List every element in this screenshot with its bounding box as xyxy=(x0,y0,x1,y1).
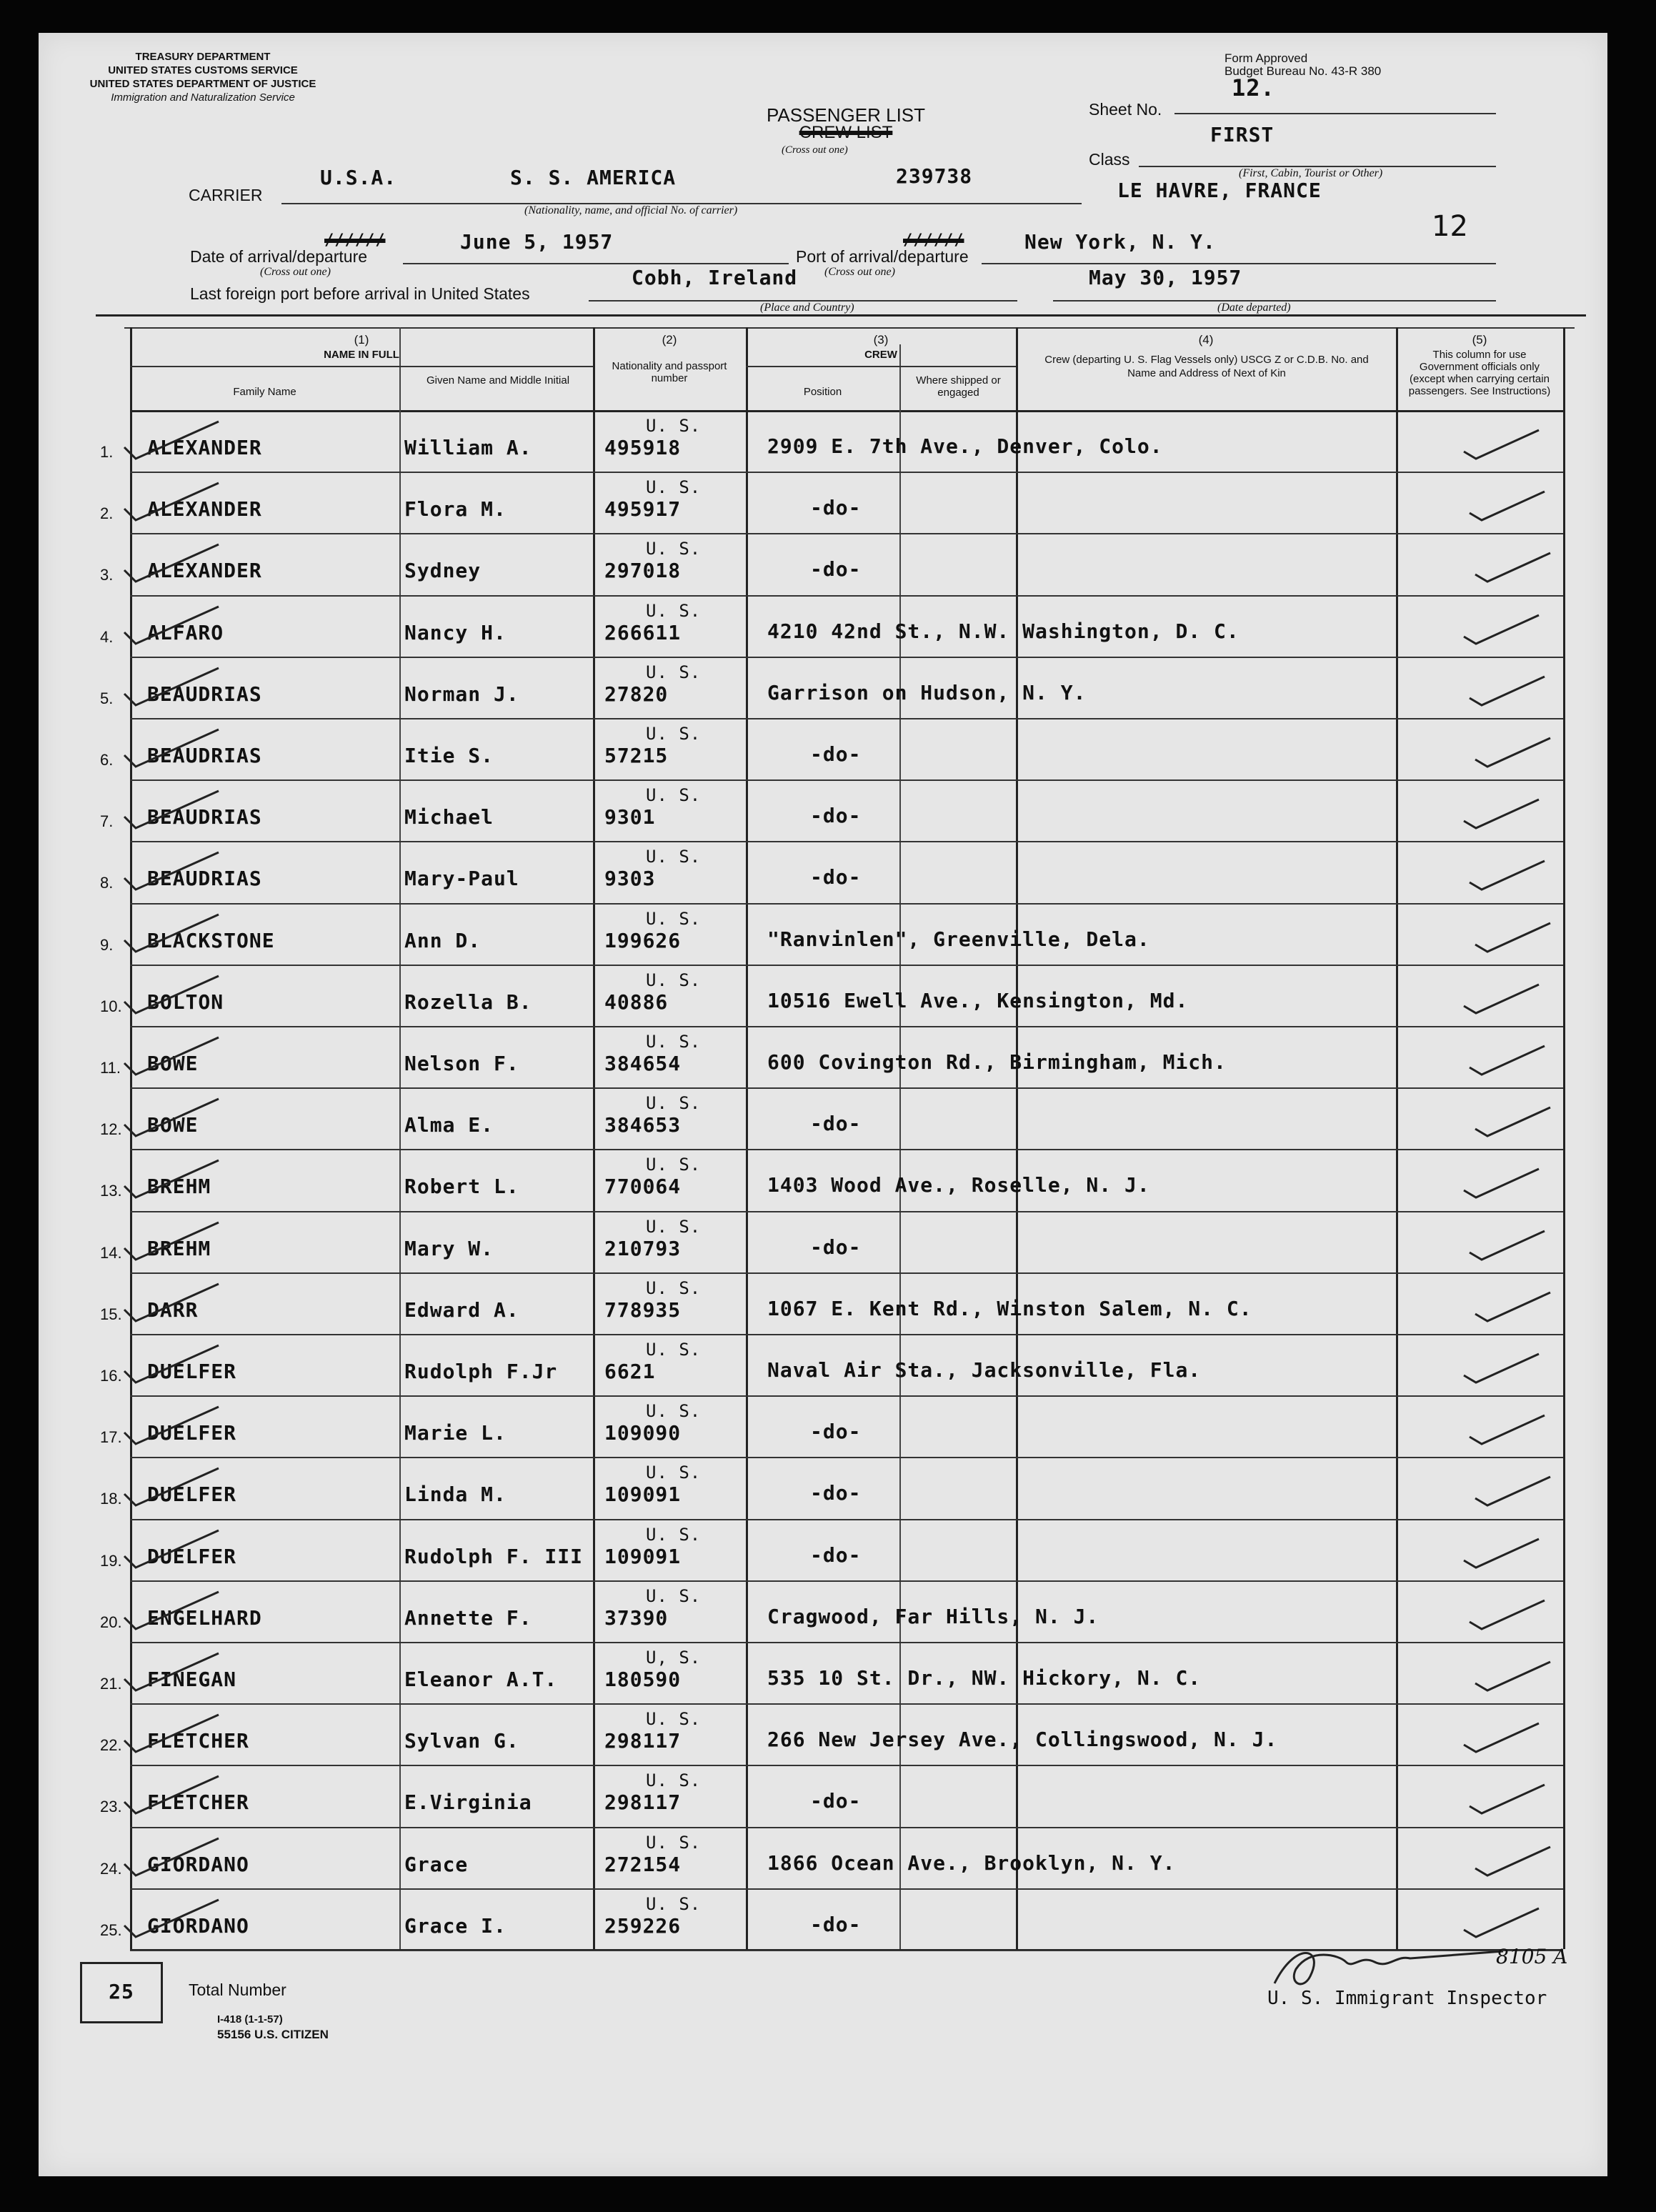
given-name: Robert L. xyxy=(404,1175,519,1199)
title-crew-list: CREW LIST xyxy=(799,123,893,142)
given-name: Alma E. xyxy=(404,1113,494,1137)
check-mark-icon xyxy=(1466,1042,1552,1077)
passport-number: 259226 xyxy=(604,1913,682,1938)
row-number: 7. xyxy=(100,812,114,831)
address: -do- xyxy=(810,1420,862,1444)
family-name: BREHM xyxy=(147,1175,211,1199)
margin-check-icon xyxy=(119,1465,226,1508)
given-name: Ann D. xyxy=(404,928,482,952)
row-divider xyxy=(130,903,1563,905)
col4-title: Crew (departing U. S. Flag Vessels only) USCG Z or C.D.B. No. and Name and Address of Next of Kin xyxy=(1044,354,1369,379)
passport-number: 40886 xyxy=(604,990,669,1014)
nationality: U. S. xyxy=(646,847,702,867)
passport-number: 57215 xyxy=(604,744,669,767)
total-value: 25 xyxy=(109,1980,134,2003)
given-name: Nancy H. xyxy=(404,620,507,644)
nationality: U. S. xyxy=(646,1340,702,1360)
col4-number: (4) xyxy=(1198,333,1214,347)
date-departed: May 30, 1957 xyxy=(1089,266,1242,289)
nationality: U. S. xyxy=(646,1277,702,1298)
margin-check-icon xyxy=(119,1528,226,1570)
form-approved: Form Approved xyxy=(1224,51,1308,65)
address: "Ranvinlen", Greenville, Dela. xyxy=(767,927,1150,951)
check-mark-icon xyxy=(1466,1596,1552,1632)
row-number: 11. xyxy=(100,1059,121,1077)
family-name: BEAUDRIAS xyxy=(147,682,262,706)
row-divider xyxy=(130,779,1563,781)
col3-number: (3) xyxy=(873,333,889,347)
margin-check-icon xyxy=(119,1773,226,1816)
passport-number: 6621 xyxy=(604,1360,656,1383)
check-mark-icon xyxy=(1460,795,1546,831)
margin-check-icon xyxy=(119,973,226,1016)
budget-bureau: Budget Bureau No. 43-R 380 xyxy=(1224,64,1382,78)
row-divider xyxy=(130,1395,1563,1397)
family-name: BEAUDRIAS xyxy=(147,867,262,891)
address: -do- xyxy=(810,1112,862,1136)
given-name: Marie L. xyxy=(404,1421,507,1445)
row-divider xyxy=(130,595,1563,597)
col-family-name: Family Name xyxy=(233,386,296,398)
cross-out-hint: (Cross out one) xyxy=(782,144,848,156)
nationality: U. S. xyxy=(646,1893,702,1914)
row-number: 4. xyxy=(100,627,114,646)
row-number: 17. xyxy=(100,1428,122,1447)
row-divider xyxy=(130,1827,1563,1828)
check-mark-icon xyxy=(1460,426,1546,462)
family-name: DARR xyxy=(147,1297,199,1322)
address: -do- xyxy=(810,1912,862,1936)
row-divider xyxy=(130,1149,1563,1150)
row-number: 1. xyxy=(100,443,114,461)
given-name: Mary W. xyxy=(404,1236,494,1260)
family-name: BEAUDRIAS xyxy=(147,744,262,767)
col1-number: (1) xyxy=(354,333,369,347)
margin-check-icon xyxy=(119,1897,226,1940)
family-name: ENGELHARD xyxy=(147,1605,262,1630)
row-number: 14. xyxy=(100,1243,122,1262)
row-divider xyxy=(130,1211,1563,1212)
port-label: Port of arrival/departure xyxy=(796,247,969,266)
margin-check-icon xyxy=(119,1589,226,1632)
sheet-label: Sheet No. xyxy=(1089,100,1162,119)
passport-number: 272154 xyxy=(604,1852,682,1876)
form-code: 55156 U.S. CITIZEN xyxy=(217,2028,329,2041)
family-name: ALFARO xyxy=(147,620,224,644)
margin-check-icon xyxy=(119,1220,226,1262)
margin-check-icon xyxy=(119,1835,226,1878)
given-name: Rozella B. xyxy=(404,990,532,1014)
row-number: 20. xyxy=(100,1613,122,1631)
nationality: U. S. xyxy=(646,908,702,929)
check-mark-icon xyxy=(1460,1350,1546,1385)
row-divider xyxy=(130,1272,1563,1274)
row-number: 3. xyxy=(100,566,114,584)
margin-check-icon xyxy=(119,665,226,708)
given-name: Sydney xyxy=(404,559,482,583)
class-hint: (First, Cabin, Tourist or Other) xyxy=(1239,167,1383,179)
given-name: Rudolph F.Jr xyxy=(404,1360,558,1383)
row-number: 24. xyxy=(100,1859,122,1878)
passport-number: 384653 xyxy=(604,1113,682,1137)
margin-check-icon xyxy=(119,542,226,584)
row-divider xyxy=(130,472,1563,473)
family-name: DUELFER xyxy=(147,1483,237,1507)
check-mark-icon xyxy=(1472,919,1557,955)
row-divider xyxy=(130,1765,1563,1766)
margin-check-icon xyxy=(119,788,226,831)
row-number: 5. xyxy=(100,689,114,707)
given-name: William A. xyxy=(404,436,532,459)
title-passenger-list: PASSENGER LIST xyxy=(766,104,926,126)
given-name: Grace I. xyxy=(404,1913,507,1938)
row-number: 22. xyxy=(100,1736,122,1755)
margin-check-icon xyxy=(119,419,226,462)
col-position: Position xyxy=(803,386,842,398)
address: Garrison on Hudson, N. Y. xyxy=(767,680,1087,704)
nationality: U. S. xyxy=(646,1770,702,1791)
row-divider xyxy=(130,657,1563,658)
family-name: ALEXANDER xyxy=(147,497,262,522)
family-name: FLETCHER xyxy=(147,1790,249,1815)
address: -do- xyxy=(810,804,862,828)
row-number: 9. xyxy=(100,935,114,954)
family-name: BOWE xyxy=(147,1113,199,1137)
signature-mark: 8105 A xyxy=(1496,1945,1568,1968)
check-mark-icon xyxy=(1460,1165,1546,1200)
inspector-label: U. S. Immigrant Inspector xyxy=(1267,1988,1547,2009)
row-number: 19. xyxy=(100,1551,122,1570)
carrier-official-no: 239738 xyxy=(896,164,973,188)
passport-number: 9303 xyxy=(604,867,656,891)
port-crossout-hint: (Cross out one) xyxy=(824,266,895,278)
class-label: Class xyxy=(1089,150,1130,169)
margin-check-icon xyxy=(119,1157,226,1200)
carrier-hint: (Nationality, name, and official No. of carrier) xyxy=(524,204,738,216)
passport-number: 180590 xyxy=(604,1668,682,1691)
date-label: Date of arrival/departure xyxy=(190,247,368,266)
passport-number: 199626 xyxy=(604,928,682,952)
passport-number: 37390 xyxy=(604,1605,669,1630)
row-divider xyxy=(130,1334,1563,1335)
check-mark-icon xyxy=(1466,1780,1552,1816)
row-divider xyxy=(130,1703,1563,1705)
given-name: Linda M. xyxy=(404,1483,507,1507)
col-shipped: Where shipped or engaged xyxy=(916,374,1001,399)
check-mark-icon xyxy=(1472,734,1557,769)
address: 10516 Ewell Ave., Kensington, Md. xyxy=(767,988,1189,1012)
margin-check-icon xyxy=(119,727,226,769)
row-divider xyxy=(130,1580,1563,1582)
row-divider xyxy=(130,965,1563,966)
passport-number: 210793 xyxy=(604,1236,682,1260)
row-divider xyxy=(130,533,1563,534)
col2-title: Nationality and passport number xyxy=(612,360,727,384)
nationality: U. S. xyxy=(646,416,702,436)
address: 600 Covington Rd., Birmingham, Mich. xyxy=(767,1050,1227,1074)
address: 2909 E. 7th Ave., Denver, Colo. xyxy=(767,434,1163,458)
passport-number: 770064 xyxy=(604,1175,682,1199)
nationality: U. S. xyxy=(646,477,702,498)
passport-number: 495917 xyxy=(604,497,682,522)
passport-number: 298117 xyxy=(604,1790,682,1815)
check-mark-icon xyxy=(1460,1535,1546,1570)
form-number: I-418 (1-1-57) xyxy=(217,2013,283,2026)
place-hint: (Place and Country) xyxy=(760,302,854,314)
passport-number: 778935 xyxy=(604,1297,682,1322)
family-name: BOLTON xyxy=(147,990,224,1014)
row-divider xyxy=(130,1457,1563,1458)
col2-number: (2) xyxy=(662,333,677,347)
address: 4210 42nd St., N.W. Washington, D. C. xyxy=(767,619,1239,643)
family-name: GIORDANO xyxy=(147,1852,249,1876)
given-name: Sylvan G. xyxy=(404,1729,519,1753)
passport-number: 266611 xyxy=(604,620,682,644)
address: -do- xyxy=(810,742,862,766)
passport-number: 109090 xyxy=(604,1421,682,1445)
margin-check-icon xyxy=(119,1035,226,1077)
family-name: BOWE xyxy=(147,1052,199,1075)
row-number: 18. xyxy=(100,1490,122,1508)
col3-title: CREW xyxy=(864,349,897,361)
margin-check-icon xyxy=(119,1712,226,1755)
row-number: 13. xyxy=(100,1182,122,1200)
check-mark-icon xyxy=(1466,1411,1552,1447)
passport-number: 495918 xyxy=(604,436,682,459)
check-mark-icon xyxy=(1472,1288,1557,1324)
check-mark-icon xyxy=(1460,611,1546,647)
row-number: 25. xyxy=(100,1920,122,1939)
carrier-vessel: S. S. AMERICA xyxy=(510,166,677,189)
row-number: 8. xyxy=(100,874,114,892)
family-name: DUELFER xyxy=(147,1360,237,1383)
address: -do- xyxy=(810,1543,862,1567)
family-name: DUELFER xyxy=(147,1421,237,1445)
address: -do- xyxy=(810,557,862,582)
nationality: U. S. xyxy=(646,1524,702,1545)
margin-check-icon xyxy=(119,1096,226,1139)
family-name: BLACKSTONE xyxy=(147,928,275,952)
nationality: U. S. xyxy=(646,1585,702,1606)
row-number: 6. xyxy=(100,751,114,769)
carrier-label: CARRIER xyxy=(189,186,263,204)
check-mark-icon xyxy=(1466,487,1552,523)
given-name: Eleanor A.T. xyxy=(404,1668,558,1691)
document-page: TREASURY DEPARTMENT UNITED STATES CUSTOMS SERVICE UNITED STATES DEPARTMENT OF JUSTICE Immigration and Naturalization Service Form Approved Budget Bureau No. 43-R 380 PASSENGER LIST CREW LIST (Cross out one) Sheet No. 12. Class FIRST (First, Cabin, Tourist or Other) CARRIER U.S.A. S. S. AMERICA 239738 (Nationality, name, and official No. of carrier) LE HAVRE, FRANCE 12 ////// Date of arrival/departure June 5, 1957 (Cross out one) ////// Port of arrival/departure New York, N. Y. (Cross out one) Last foreign port before arrival in United States Cobh, Ireland (Place and Country) May 30, 1957 (Date departed) (1) NAME IN FULL Family Name Given Name and Middle Initial (2) Nationality and passport number (3) CREW Position Where shipped or engaged (4) Crew (departing U. S. Flag Vessels only) USCG Z or C.D.B. No. and Name and Address of Next of Kin (5) This column for use Government officials only (except when carrying certain passengers. See Instructions) 1. ALEXANDER William A. U. S. 495918 2909 E. 7th Ave., Denver, Colo. 2. ALEXANDER Flora M. U. S. 495917 -do- 3. ALEXANDER Sydney U. S. 297018 -do- 4. ALFARO Nancy H. U. S. 266611 4210 42nd St., N.W. Washington, D. C. 5. BEAUDRIAS Norman J. U. S. 27820 Garrison on Hudson, N. Y. 6. BEAUDRIAS Itie S. U. S. 57215 -do- 7. BEAUDRIAS Michael U. S. 9301 -do- 8. BEAUDRIAS Mary-Paul U. S. 9303 -do- 9. BLACKSTONE Ann D. U. S. 199626 "Ranvinlen", Greenville, Dela. 10. BOLTON Rozella B. U. S. 40886 10516 Ewell Ave., Kensington, Md. 11. BOWE Nelson F. U. S. 384654 600 Covington Rd., Birmingham, Mich. 12. BOWE Alma E. U. S. 384653 -do- 13. BREHM Robert L. U. S. 770064 1403 Wood Ave., Roselle, N. J. 14. BREHM Mary W. U. S. 210793 -do- 15. DARR Edward A. U. S. 778935 1067 E. Kent Rd., Winston Salem, N. C. 16. DUELFER Rudolph F.Jr U. S. 6621 Naval Air Sta., Jacksonville, Fla. 17. DUELFER Marie L. U. S. 109090 -do- 18. DUELFER Linda M. U. S. 109091 -do- 19. DUELFER Rudolph F. III U. S. 109091 -do- 20. ENGELHARD Annette F. U. S. 37390 Cragwood, Far Hills, N. J. 21. FINEGAN Eleanor A.T. U, S. 180590 535 10 St. Dr., NW. Hickory, N. C. 22. FLETCHER Sylvan G. U. S. 298117 266 New Jersey Ave., Collingswood, N. J. 23. FLETCHER E.Virginia U. S. 298117 -do- 24. GIORDANO Grace U. S. 272154 1866 Ocean Ave., Brooklyn, N. Y. 25. GIORDANO Grace I. U. S. 259226 -do- 25 Total Number I-418 (1-1-57) 55156 U.S. CITIZEN 8105 A U. S. Immigrant Inspector xyxy=(39,33,1607,2176)
row-divider xyxy=(130,1026,1563,1027)
nationality: U. S. xyxy=(646,785,702,806)
margin-check-icon xyxy=(119,1404,226,1447)
row-divider xyxy=(130,841,1563,842)
given-name: Rudolph F. III xyxy=(404,1544,584,1568)
row-number: 2. xyxy=(100,504,114,523)
arrival-date: June 5, 1957 xyxy=(460,230,614,254)
address: -do- xyxy=(810,1789,862,1813)
stamped-number: 12 xyxy=(1432,210,1468,243)
given-name: Mary-Paul xyxy=(404,867,519,891)
carrier-nationality: U.S.A. xyxy=(320,166,397,189)
nationality: U, S. xyxy=(646,1648,702,1668)
given-name: Itie S. xyxy=(404,744,494,767)
date-crossout-hint: (Cross out one) xyxy=(260,266,331,278)
row-number: 16. xyxy=(100,1367,122,1385)
row-number: 12. xyxy=(100,1120,122,1139)
family-name: BREHM xyxy=(147,1236,211,1260)
address: Cragwood, Far Hills, N. J. xyxy=(767,1604,1099,1628)
passport-number: 384654 xyxy=(604,1052,682,1075)
row-divider xyxy=(130,1519,1563,1520)
row-number: 21. xyxy=(100,1675,122,1693)
sheet-number: 12. xyxy=(1232,74,1275,101)
family-name: FLETCHER xyxy=(147,1729,249,1753)
col-given-name: Given Name and Middle Initial xyxy=(426,374,570,387)
nationality: U. S. xyxy=(646,1709,702,1730)
row-divider xyxy=(130,718,1563,719)
check-mark-icon xyxy=(1460,1719,1546,1755)
nationality: U. S. xyxy=(646,1216,702,1237)
check-mark-icon xyxy=(1472,1843,1557,1878)
family-name: GIORDANO xyxy=(147,1913,249,1938)
check-mark-icon xyxy=(1466,672,1552,708)
row-number: 23. xyxy=(100,1798,122,1816)
nationality: U. S. xyxy=(646,1093,702,1114)
row-divider xyxy=(130,1642,1563,1643)
address: Naval Air Sta., Jacksonville, Fla. xyxy=(767,1358,1202,1382)
given-name: Norman J. xyxy=(404,682,519,706)
nationality: U. S. xyxy=(646,1463,702,1483)
margin-check-icon xyxy=(119,912,226,955)
given-name: Annette F. xyxy=(404,1605,532,1630)
agency-block: TREASURY DEPARTMENT UNITED STATES CUSTOMS SERVICE UNITED STATES DEPARTMENT OF JUSTICE Immigration and Naturalization Service xyxy=(89,51,316,104)
check-mark-icon xyxy=(1472,1658,1557,1693)
row-divider xyxy=(130,1888,1563,1890)
check-mark-icon xyxy=(1472,1103,1557,1139)
passport-number: 298117 xyxy=(604,1729,682,1753)
nationality: U. S. xyxy=(646,662,702,682)
address: 1866 Ocean Ave., Brooklyn, N. Y. xyxy=(767,1850,1176,1875)
passport-number: 109091 xyxy=(604,1544,682,1568)
address: -do- xyxy=(810,496,862,520)
total-box xyxy=(80,1962,163,2023)
given-name: Flora M. xyxy=(404,497,507,522)
passport-number: 297018 xyxy=(604,559,682,583)
given-name: Grace xyxy=(404,1852,469,1876)
passport-number: 9301 xyxy=(604,805,656,830)
total-label: Total Number xyxy=(189,1981,286,1999)
col5-number: (5) xyxy=(1472,333,1487,347)
row-number: 15. xyxy=(100,1305,122,1323)
nationality: U. S. xyxy=(646,1832,702,1853)
family-name: FINEGAN xyxy=(147,1668,237,1691)
address: -do- xyxy=(810,1481,862,1505)
given-name: Michael xyxy=(404,805,494,830)
last-port-value: Cobh, Ireland xyxy=(632,266,798,289)
address: 535 10 St. Dr., NW. Hickory, N. C. xyxy=(767,1666,1202,1690)
address: -do- xyxy=(810,1235,862,1259)
address: 1067 E. Kent Rd., Winston Salem, N. C. xyxy=(767,1296,1252,1320)
passport-number: 109091 xyxy=(604,1483,682,1507)
margin-check-icon xyxy=(119,1281,226,1324)
nationality: U. S. xyxy=(646,970,702,990)
check-mark-icon xyxy=(1460,980,1546,1016)
row-number: 10. xyxy=(100,997,122,1015)
class-value: FIRST xyxy=(1210,123,1275,146)
nationality: U. S. xyxy=(646,724,702,744)
margin-check-icon xyxy=(119,850,226,892)
nationality: U. S. xyxy=(646,1155,702,1175)
check-mark-icon xyxy=(1466,857,1552,892)
given-name: Edward A. xyxy=(404,1297,519,1322)
last-port-label: Last foreign port before arrival in United States xyxy=(190,284,530,303)
date-departed-hint: (Date departed) xyxy=(1217,302,1291,314)
family-name: BEAUDRIAS xyxy=(147,805,262,830)
given-name: E.Virginia xyxy=(404,1790,532,1815)
arrival-port: New York, N. Y. xyxy=(1024,230,1216,254)
check-mark-icon xyxy=(1472,1473,1557,1508)
address: 1403 Wood Ave., Roselle, N. J. xyxy=(767,1173,1150,1197)
family-name: ALEXANDER xyxy=(147,436,262,459)
col1-title: NAME IN FULL xyxy=(324,349,399,361)
margin-check-icon xyxy=(119,480,226,523)
row-divider xyxy=(130,1087,1563,1089)
nationality: U. S. xyxy=(646,1032,702,1052)
family-name: DUELFER xyxy=(147,1544,237,1568)
nationality: U. S. xyxy=(646,539,702,559)
check-mark-icon xyxy=(1472,549,1557,584)
margin-check-icon xyxy=(119,604,226,647)
nationality: U. S. xyxy=(646,1401,702,1422)
check-mark-icon xyxy=(1466,1227,1552,1262)
nationality: U. S. xyxy=(646,600,702,621)
given-name: Nelson F. xyxy=(404,1052,519,1075)
passport-number: 27820 xyxy=(604,682,669,706)
family-name: ALEXANDER xyxy=(147,559,262,583)
col5-title: This column for use Government officials only (except when carrying certain passengers. See Instructions) xyxy=(1408,349,1551,397)
departure-port: LE HAVRE, FRANCE xyxy=(1117,179,1322,202)
address: -do- xyxy=(810,865,862,890)
margin-check-icon xyxy=(119,1342,226,1385)
margin-check-icon xyxy=(119,1650,226,1693)
address: 266 New Jersey Ave., Collingswood, N. J. xyxy=(767,1728,1278,1752)
